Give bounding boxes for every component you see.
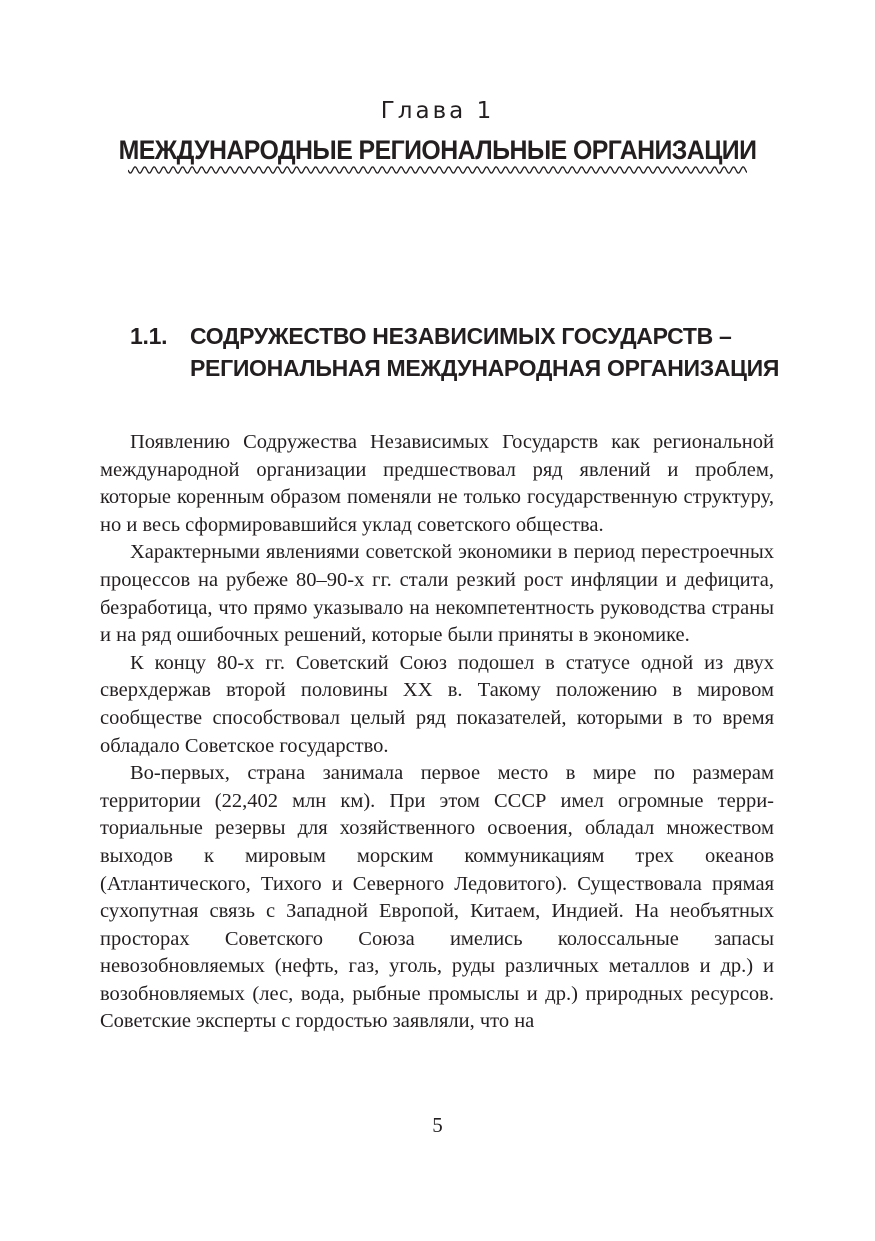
wavy-divider	[128, 164, 747, 176]
section-title	[190, 320, 790, 384]
paragraph-4: Во-первых, страна занимала первое место в мире по размерам территории (22,402 млн км). При этом СССР имел огромные территориальные резервы для хозяйственного освоения, обладал множеством выходов к мировым морским коммуникациям трех океанов (Атлантического, Тихого и Северного Ледовитого). Существовала прямая сухопутная связь с Западной Европой, Китаем, Индией. На необъятных просторах Советского Союза имелись колоссальные запасы невозобновляемых (нефть, газ, уголь, руды различных металлов и др.) и возобновляемых (лес, вода, рыбные промыслы и др.) природных ресурсов. Советские эксперты с гордостью заявляли, что на	[100, 762, 774, 1033]
section-number: 1.1.	[130, 323, 168, 349]
section-title-line-2: РЕГИОНАЛЬНАЯ МЕЖДУНАРОДНАЯ ОРГАНИЗАЦИЯ	[190, 355, 780, 381]
chapter-label: Глава 1	[380, 98, 495, 124]
paragraph-2: Характерными явлениями советской экономики в период перестроечных процессов на рубеже 80–90-х гг. стали резкий рост инфляции и дефицита, безработица, что прямо указывало на некомпетентность руководства страны и на ряд ошибочных решений, которые были приняты в экономике.	[100, 541, 774, 647]
page-number: 5	[432, 1113, 443, 1137]
section-title-line-1: СОДРУЖЕСТВО НЕЗАВИСИМЫХ ГОСУДАРСТВ –	[190, 323, 732, 349]
paragraph-1: Появлению Содружества Независимых Государств как региональной международной организации предшествовал ряд явлений и проблем, которые коренным образом поменяли не только государственную структуру, но и весь сформировавшийся уклад советского общества.	[100, 431, 774, 536]
paragraph-3: К концу 80-х гг. Советский Союз подошел в статусе одной из двух сверхдержав второй половины XX в. Такому положению в мировом сообществе способствовал целый ряд показателей, которыми в то время обладало Советское государство.	[100, 651, 774, 757]
body-text	[100, 429, 774, 1036]
chapter-title: МЕЖДУНАРОДНЫЕ РЕГИОНАЛЬНЫЕ ОРГАНИЗАЦИИ	[118, 135, 757, 165]
